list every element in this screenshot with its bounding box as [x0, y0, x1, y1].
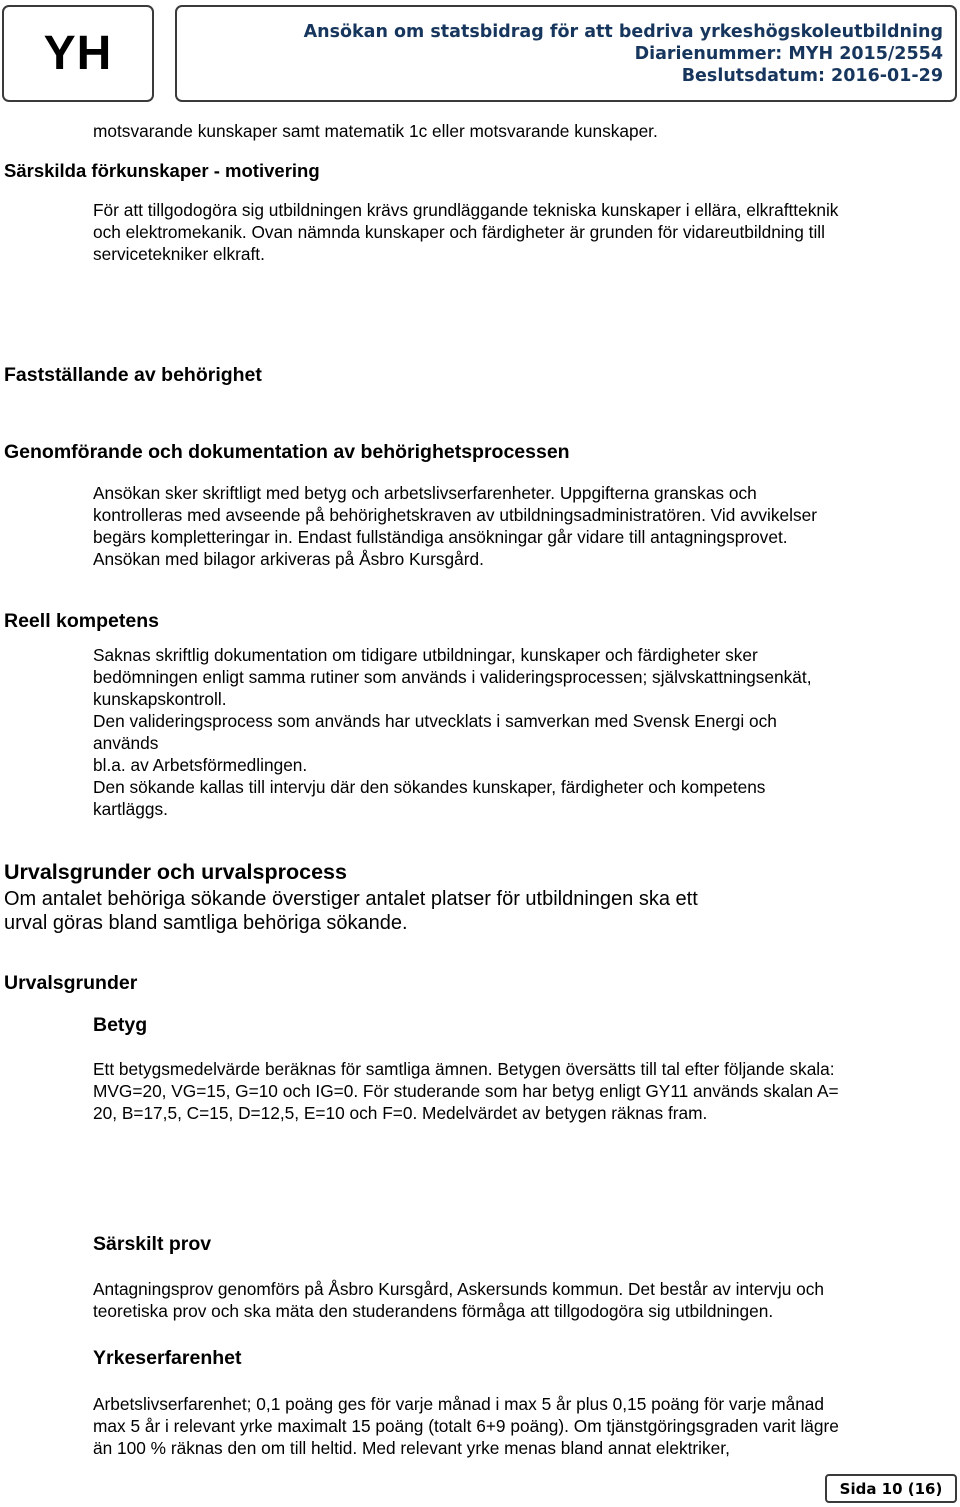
urvalsgrunder-heading: Urvalsgrunder [4, 972, 138, 994]
sarskilt-prov-heading: Särskilt prov [93, 1233, 212, 1255]
text-line: teoretiska prov och ska mäta den studerandens förmåga att tillgodogöra sig utbildningen. [93, 1301, 774, 1321]
text-line: kunskapskontroll. [93, 689, 227, 709]
intro-line: motsvarande kunskaper samt matematik 1c eller motsvarande kunskaper. [93, 121, 658, 141]
betyg-text [93, 1058, 839, 1124]
text-line: För att tillgodogöra sig utbildningen krävs grundläggande tekniska kunskaper i ellära, elkraftteknik [93, 200, 839, 220]
yrkeserfarenhet-text [93, 1393, 839, 1459]
genomforande-heading: Genomförande och dokumentation av behörighetsprocessen [4, 441, 570, 463]
text-line: Om antalet behöriga sökande överstiger antalet platser för utbildningen ska ett [4, 888, 698, 910]
text-line: Den sökande kallas till intervju där den sökandes kunskaper, färdigheter och kompetens [93, 777, 766, 797]
text-line: kartläggs. [93, 799, 168, 819]
text-line: 20, B=17,5, C=15, D=12,5, E=10 och F=0. Medelvärdet av betygen räknas fram. [93, 1103, 708, 1123]
text-line: kontrolleras med avseende på behörighetskraven av utbildningsadministratören. Vid avvikelser [93, 505, 817, 525]
document-header [175, 5, 957, 102]
text-line: bedömningen enligt samma rutiner som används i valideringsprocessen; självskattningsenkät, [93, 667, 812, 687]
text-line: max 5 år i relevant yrke maximalt 15 poäng (totalt 6+9 poäng). Om tjänstgöringsgraden varit lägre [93, 1416, 839, 1436]
beslutsdatum: Beslutsdatum: 2016-01-29 [681, 66, 943, 86]
yrkeserfarenhet-heading: Yrkeserfarenhet [93, 1347, 242, 1369]
text-line: används [93, 733, 159, 753]
faststallande-heading: Fastställande av behörighet [4, 364, 262, 386]
text-line: än 100 % räknas den om till heltid. Med relevant yrke menas bland annat elektriker, [93, 1438, 730, 1458]
text-line: och elektromekanik. Ovan nämnda kunskaper och färdigheter är grunden för vidareutbildning till [93, 222, 825, 242]
text-line: Arbetslivserfarenhet; 0,1 poäng ges för varje månad i max 5 år plus 0,15 poäng för varje månad [93, 1394, 825, 1414]
text-line: Ett betygsmedelvärde beräknas för samtliga ämnen. Betygen översätts till tal efter följande skala: [93, 1059, 835, 1079]
text-line: Den valideringsprocess som används har utvecklats i samverkan med Svensk Energi och [93, 711, 777, 731]
text-line: Ansökan sker skriftligt med betyg och arbetslivserfarenheter. Uppgifterna granskas och [93, 483, 757, 503]
text-line: Ansökan med bilagor arkiveras på Åsbro Kursgård. [93, 549, 484, 569]
text-line: servicetekniker elkraft. [93, 244, 265, 264]
page-number: Sida 10 (16) [825, 1474, 957, 1503]
document-title: Ansökan om statsbidrag för att bedriva yrkeshögskoleutbildning [303, 22, 943, 42]
text-line: MVG=20, VG=15, G=10 och IG=0. För studerande som har betyg enligt GY11 används skalan A= [93, 1081, 839, 1101]
diarienummer: Diarienummer: MYH 2015/2554 [634, 44, 943, 64]
reell-heading: Reell kompetens [4, 610, 159, 632]
betyg-heading: Betyg [93, 1014, 148, 1036]
sarskilda-heading: Särskilda förkunskaper - motivering [4, 160, 320, 181]
text-line: bl.a. av Arbetsförmedlingen. [93, 755, 308, 775]
reell-text [93, 644, 812, 820]
text-line: Antagningsprov genomförs på Åsbro Kursgård, Askersunds kommun. Det består av intervju och [93, 1279, 824, 1299]
sarskilt-prov-text [93, 1278, 824, 1322]
text-line: begärs kompletteringar in. Endast fullständiga ansökningar går vidare till antagningsprovet. [93, 527, 788, 547]
urvalsgrunder-process-heading: Urvalsgrunder och urvalsprocess [4, 860, 347, 884]
genomforande-text [93, 482, 817, 570]
urvalsgrunder-process-text [4, 887, 698, 935]
yh-logo: YH [2, 5, 154, 102]
sarskilda-text [93, 199, 838, 265]
text-line: Saknas skriftlig dokumentation om tidigare utbildningar, kunskaper och färdigheter sker [93, 645, 758, 665]
text-line: urval göras bland samtliga behöriga sökande. [4, 912, 408, 934]
